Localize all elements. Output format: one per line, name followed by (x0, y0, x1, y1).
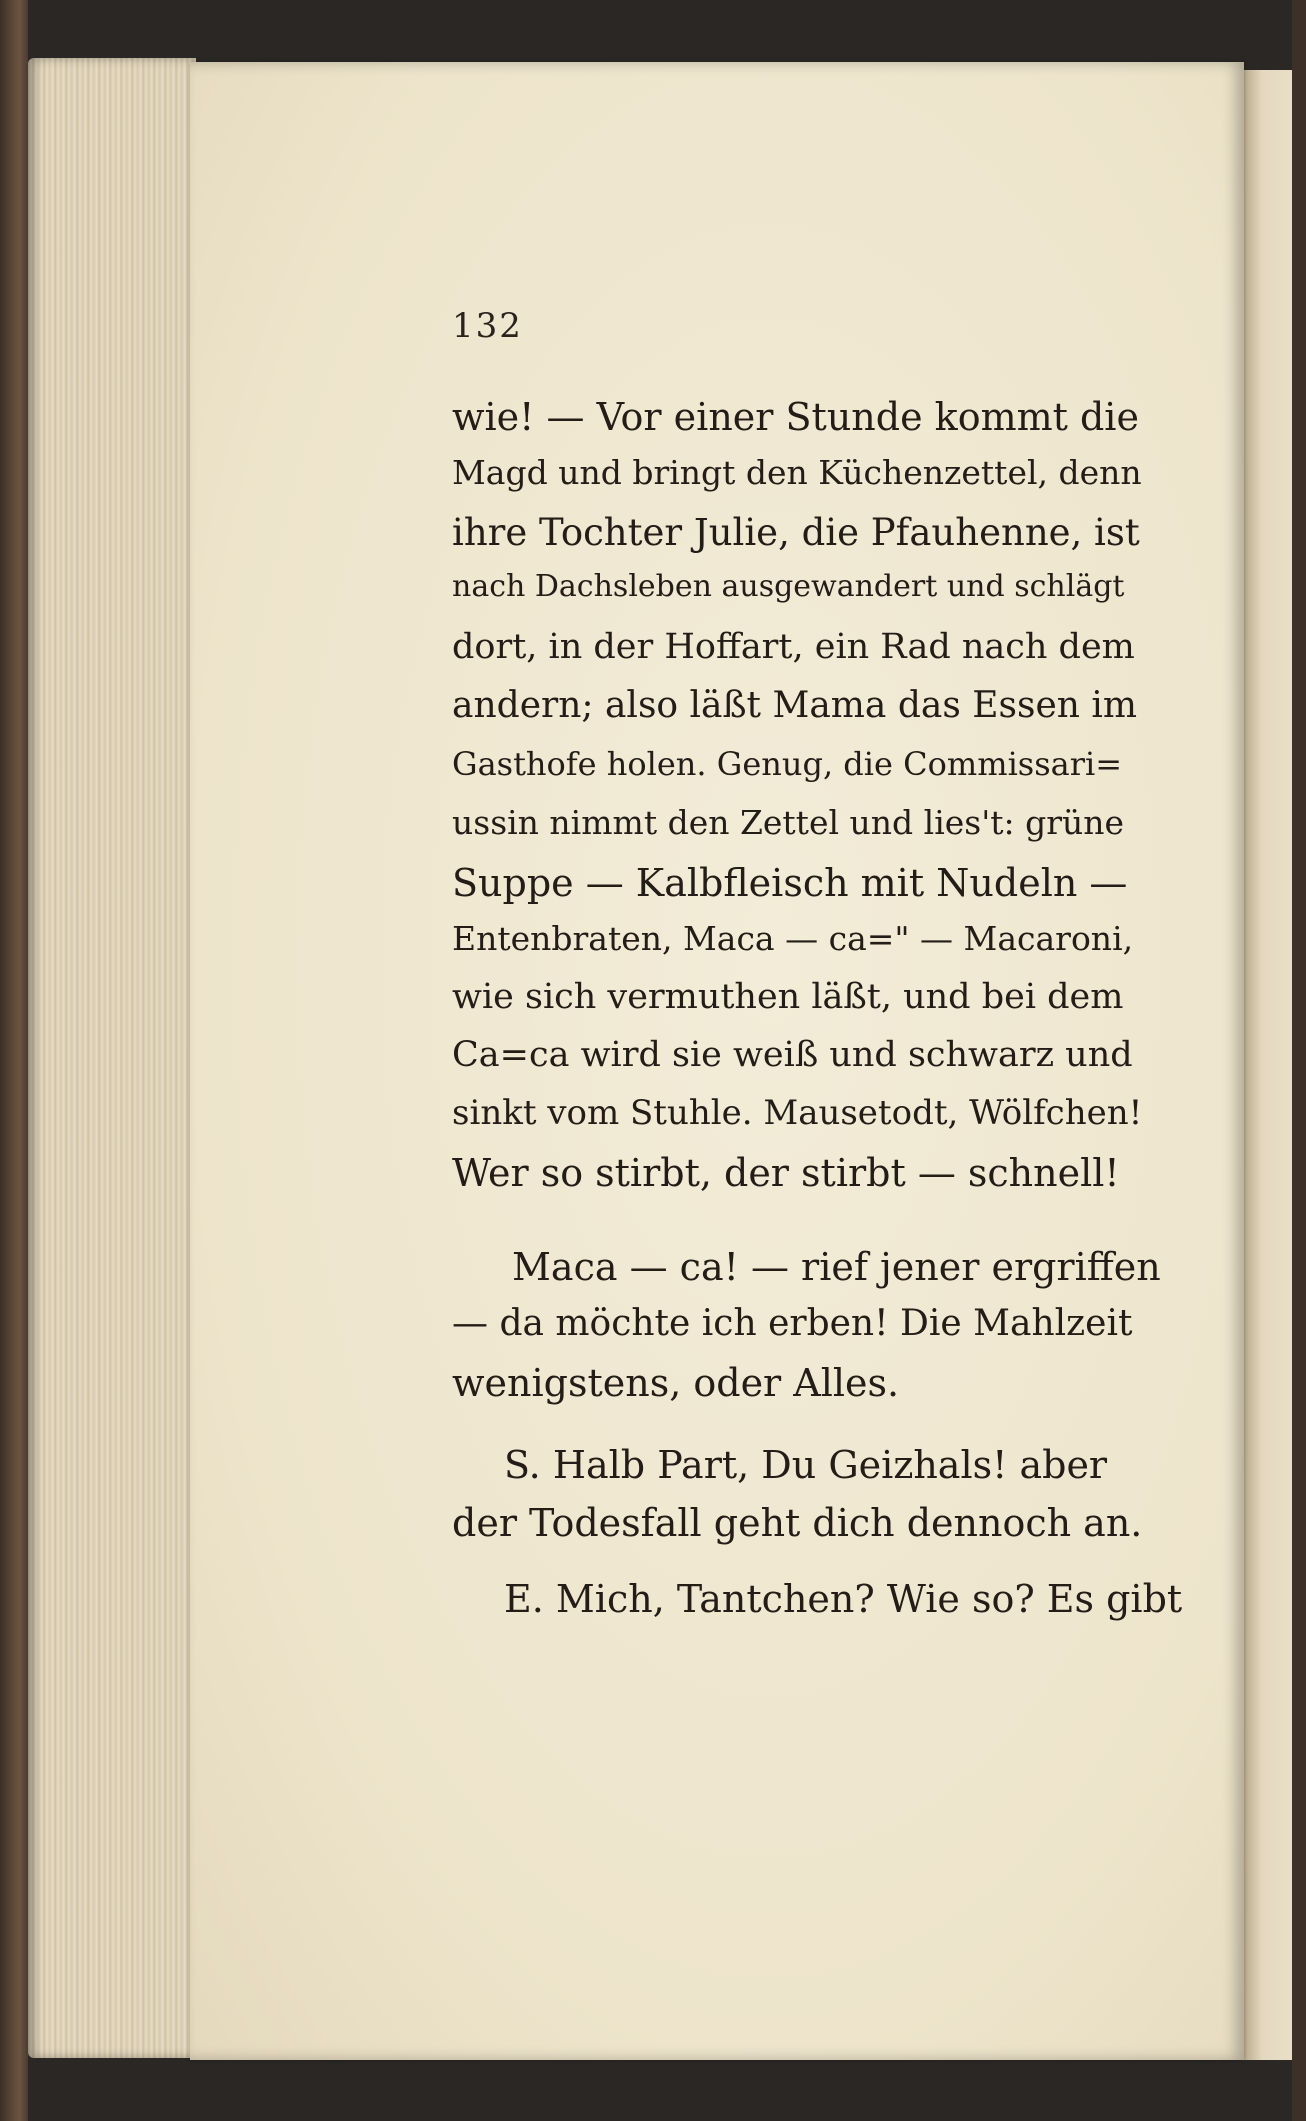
text-line-9: Suppe — Kalbfleisch mit Nudeln — (452, 861, 1128, 905)
text-line-2: Magd und bringt den Küchenzettel, denn (452, 453, 1142, 492)
text-line-7: Gasthofe holen. Genug, die Commissari= (452, 745, 1123, 783)
page-number: 132 (452, 306, 523, 346)
text-line-17: wenigstens, oder Alles. (452, 1361, 900, 1405)
text-line-12: Ca=ca wird sie weiß und schwarz und (452, 1035, 1133, 1075)
book-cover-right-edge (1292, 0, 1306, 2121)
text-line-11: wie sich vermuthen läßt, und bei dem (452, 977, 1124, 1017)
text-line-8: ussin nimmt den Zettel und lies't: grüne (452, 803, 1125, 842)
text-line-4: nach Dachsleben ausgewandert und schlägt (452, 569, 1125, 604)
text-line-13: sinkt vom Stuhle. Mausetodt, Wölfchen! (452, 1093, 1143, 1133)
text-line-19: der Todesfall geht dich dennoch an. (452, 1501, 1143, 1545)
text-line-6: andern; also läßt Mama das Essen im (452, 685, 1138, 726)
book-cover-left-edge (0, 0, 28, 2121)
text-line-5: dort, in der Hoffart, ein Rad nach dem (452, 627, 1135, 667)
text-line-1: wie! — Vor einer Stunde kommt die (452, 395, 1139, 439)
text-line-10: Entenbraten, Maca — ca=" — Macaroni, (452, 919, 1134, 958)
text-line-20: E. Mich, Tantchen? Wie so? Es gibt (504, 1577, 1183, 1621)
text-line-14: Wer so stirbt, der stirbt — schnell! (452, 1151, 1120, 1195)
text-line-3: ihre Tochter Julie, die Pfauhenne, ist (452, 511, 1140, 554)
text-line-16: — da möchte ich erben! Die Mahlzeit (452, 1303, 1133, 1344)
text-line-15: Maca — ca! — rief jener ergriffen (512, 1245, 1161, 1289)
page-stack-edge (28, 58, 196, 2058)
text-line-18: S. Halb Part, Du Geizhals! aber (504, 1443, 1108, 1487)
